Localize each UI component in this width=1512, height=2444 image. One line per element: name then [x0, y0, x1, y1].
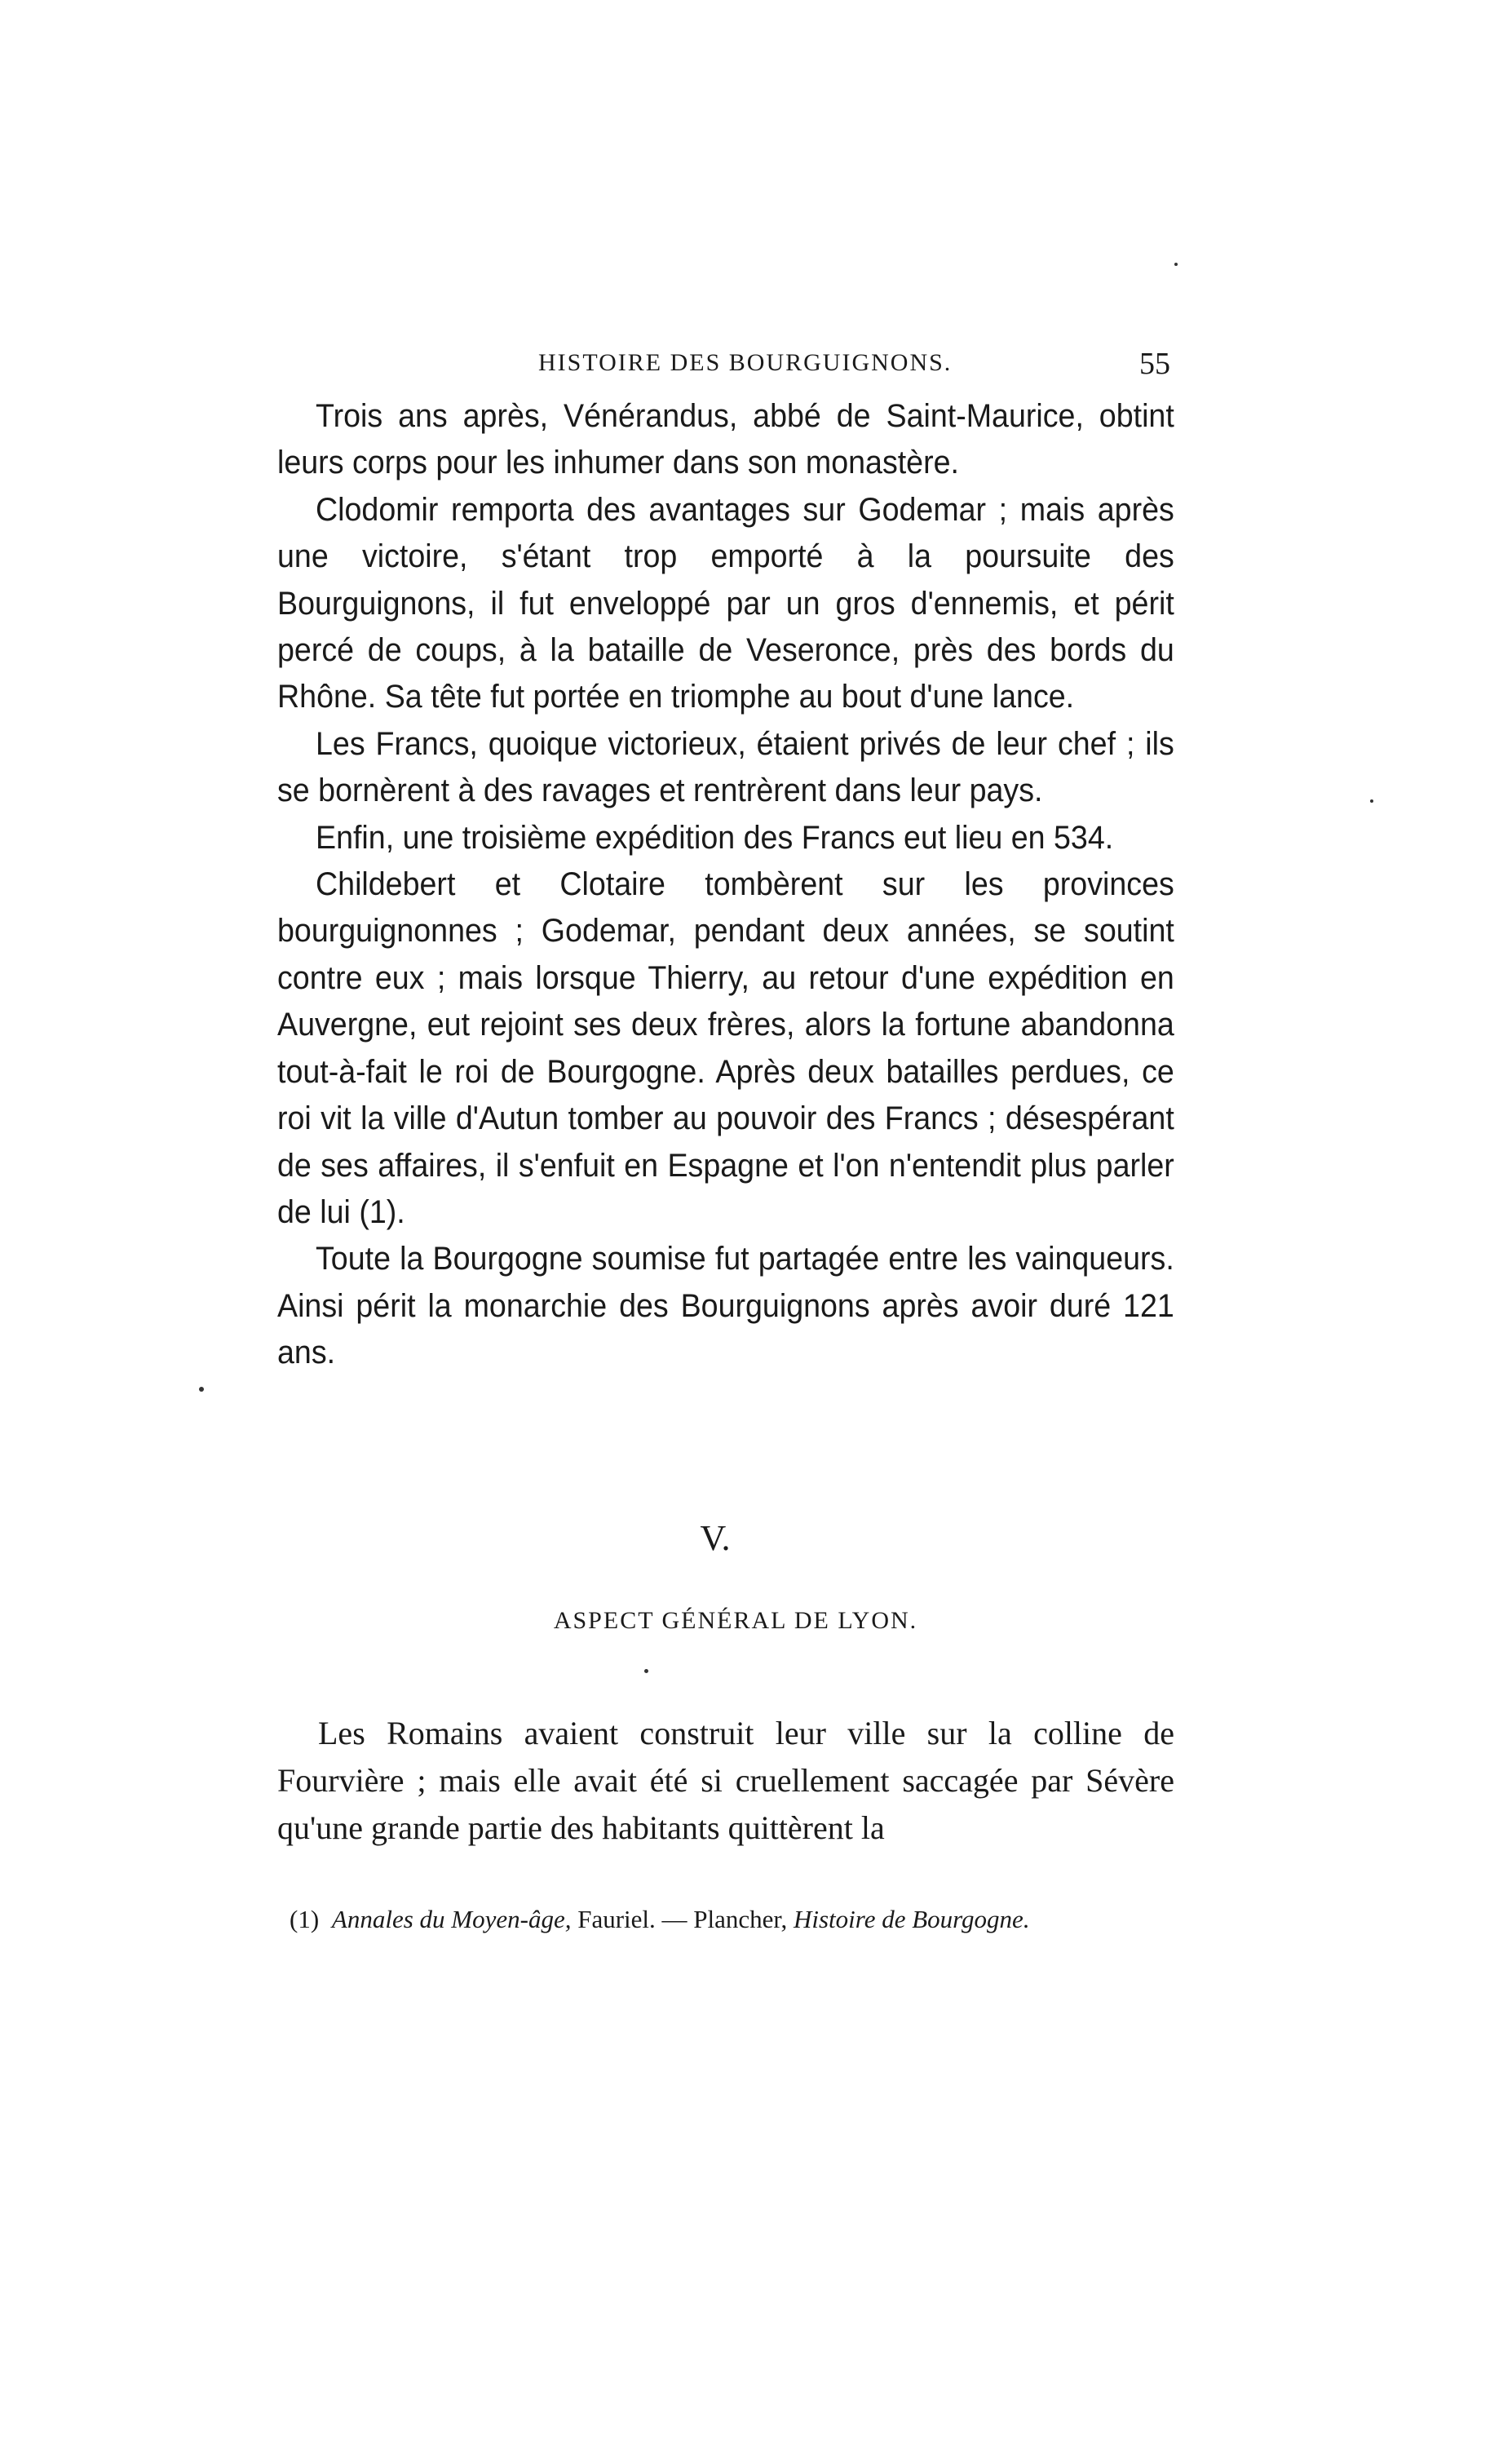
paper-speck — [199, 1387, 204, 1392]
footnote — [290, 1905, 1187, 1934]
paper-speck — [1174, 263, 1178, 266]
section-paragraph: Les Romains avaient construit leur ville sur la colline de Fourvière ; mais elle avait été si cruellement saccagée par Sévère qu'une grande partie des habitants quittèrent la — [277, 1715, 1174, 1846]
footnote-author-2: Plancher, — [693, 1905, 788, 1933]
paragraph: Les Francs, quoique victorieux, étaient privés de leur chef ; ils se bornèrent à des ravages et rentrèrent dans leur pays. — [277, 725, 1174, 809]
section-title — [0, 1607, 1512, 1635]
section-number-label: V. — [700, 1518, 731, 1558]
paragraph: Enfin, une troisième expédition des Francs eut lieu en 534. — [316, 819, 1114, 856]
body-text — [277, 393, 1174, 1377]
footnote-work-2: Histoire de Bourgogne. — [793, 1905, 1030, 1933]
section-number — [0, 1517, 1512, 1559]
running-title: HISTOIRE DES BOURGUIGNONS. — [538, 349, 953, 376]
paragraph: Trois ans après, Vénérandus, abbé de Saint-Maurice, obtint leurs corps pour les inhumer dans son monastère. — [277, 398, 1174, 481]
page-number: 55 — [1139, 347, 1170, 381]
section-text — [277, 1710, 1174, 1852]
footnote-separator: — — [661, 1905, 687, 1933]
paragraph: Toute la Bourgogne soumise fut partagée entre les vainqueurs. Ainsi périt la monarchie des Bourguignons après avoir duré 121 ans. — [277, 1241, 1174, 1371]
paper-speck — [1370, 799, 1373, 803]
paragraph: Clodomir remporta des avantages sur Godemar ; mais après une victoire, s'étant trop emporté à la poursuite des Bourguignons, il fut enveloppé par un gros d'ennemis, et périt percé de coups, à la bataille de Veseronce, près des bords du Rhône. Sa tête fut portée en triomphe au bout d'une lance. — [277, 491, 1174, 715]
running-head — [322, 349, 1170, 390]
footnote-marker: (1) — [290, 1905, 320, 1933]
paper-speck — [644, 1669, 648, 1673]
footnote-work-1: Annales du Moyen-âge, — [331, 1905, 572, 1933]
footnote-author-1: Fauriel. — [577, 1905, 656, 1933]
paragraph: Childebert et Clotaire tombèrent sur les provinces bourguignonnes ; Godemar, pendant deux années, se soutint contre eux ; mais lorsque Thierry, au retour d'une expédition en Auvergne, eut rejoint ses deux frères, alors la fortune abandonna tout-à-fait le roi de Bourgogne. Après deux batailles perdues, ce roi vit la ville d'Autun tomber au pouvoir des Francs ; désespérant de ses affaires, il s'enfuit en Espagne et l'on n'entendit plus parler de lui (1). — [277, 866, 1174, 1230]
section-title-label: ASPECT GÉNÉRAL DE LYON. — [553, 1607, 918, 1634]
